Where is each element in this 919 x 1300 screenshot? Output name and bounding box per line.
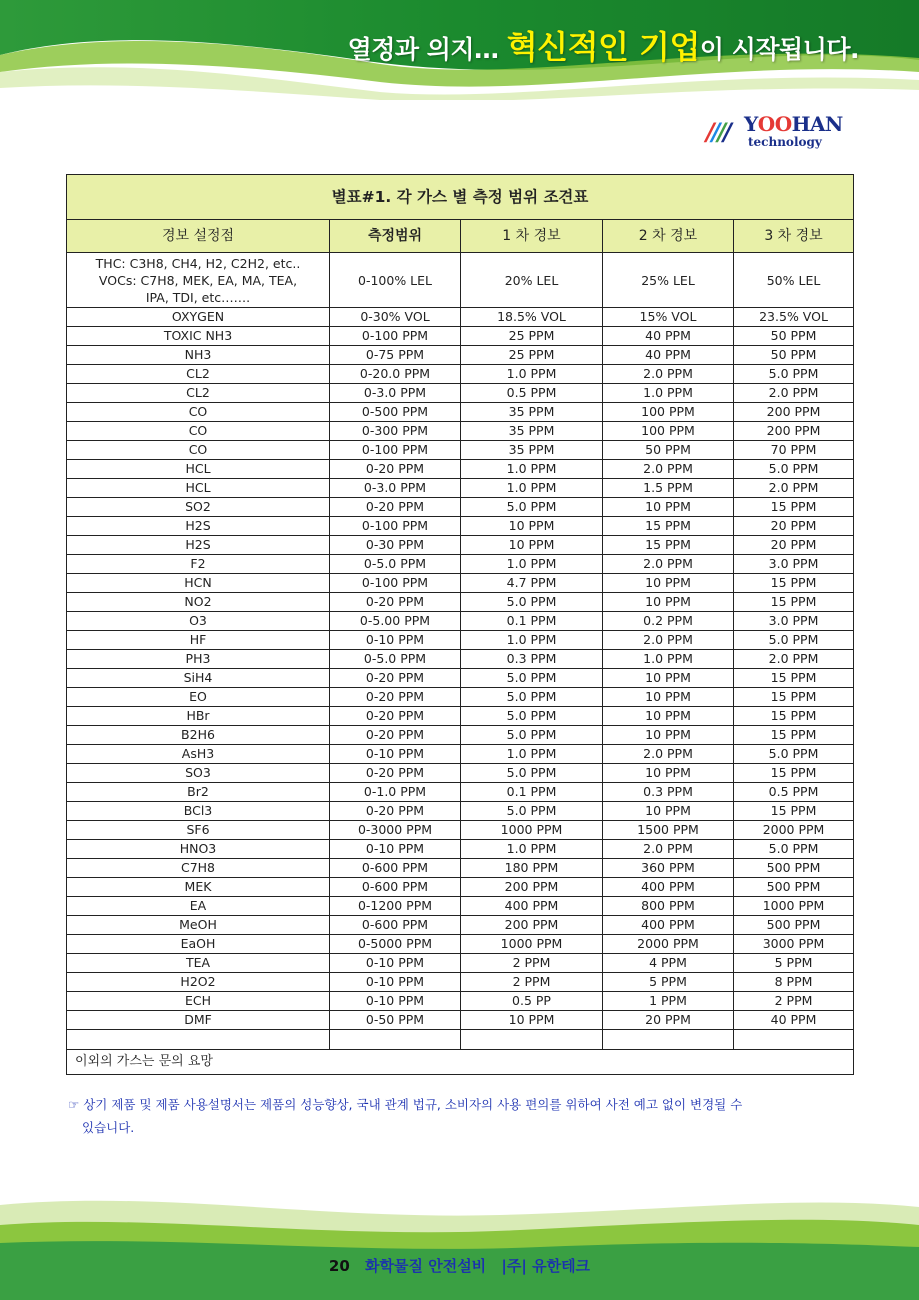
company-logo xyxy=(706,108,856,152)
range-cell: 0-50 PPM xyxy=(330,1011,461,1030)
gas-name-cell: NH3 xyxy=(67,346,330,365)
gas-name-cell: PH3 xyxy=(67,650,330,669)
alarm1-cell: 35 PPM xyxy=(461,422,603,441)
header-alarm-1: 1 차 경보 xyxy=(461,220,603,253)
alarm1-cell: 5.0 PPM xyxy=(461,726,603,745)
range-cell: 0-1200 PPM xyxy=(330,897,461,916)
table-row xyxy=(67,802,854,821)
alarm1-cell: 0.3 PPM xyxy=(461,650,603,669)
range-cell: 0-600 PPM xyxy=(330,916,461,935)
gas-name-cell: MEK xyxy=(67,878,330,897)
alarm2-cell: 10 PPM xyxy=(603,764,734,783)
range-cell: 0-30% VOL xyxy=(330,308,461,327)
alarm2-cell: 360 PPM xyxy=(603,859,734,878)
alarm1-cell: 1000 PPM xyxy=(461,821,603,840)
range-cell: 0-10 PPM xyxy=(330,840,461,859)
header-measure-range: 측정범위 xyxy=(330,220,461,253)
table-row xyxy=(67,650,854,669)
alarm2-cell: 1500 PPM xyxy=(603,821,734,840)
alarm2-cell: 0.2 PPM xyxy=(603,612,734,631)
gas-name-cell: SO3 xyxy=(67,764,330,783)
header-banner xyxy=(0,0,919,100)
alarm1-cell: 2 PPM xyxy=(461,973,603,992)
alarm3-cell: 70 PPM xyxy=(734,441,854,460)
range-cell: 0-300 PPM xyxy=(330,422,461,441)
slogan-prefix: 열정과 의지… xyxy=(347,35,507,64)
table-row xyxy=(67,460,854,479)
alarm2-cell: 2000 PPM xyxy=(603,935,734,954)
logo-brand: YOOHAN xyxy=(744,112,843,136)
alarm1-cell: 5.0 PPM xyxy=(461,802,603,821)
alarm3-cell: 15 PPM xyxy=(734,726,854,745)
alarm3-cell: 50 PPM xyxy=(734,346,854,365)
slogan-highlight: 혁신적인 기업 xyxy=(506,28,700,66)
table-row xyxy=(67,840,854,859)
alarm2-cell: 40 PPM xyxy=(603,327,734,346)
logo-slashes-icon: //// xyxy=(706,118,730,146)
alarm1-cell: 0.5 PP xyxy=(461,992,603,1011)
range-cell: 0-20 PPM xyxy=(330,688,461,707)
range-cell: 0-3000 PPM xyxy=(330,821,461,840)
alarm2-cell: 15% VOL xyxy=(603,308,734,327)
alarm3-cell: 40 PPM xyxy=(734,1011,854,1030)
alarm2-cell: 800 PPM xyxy=(603,897,734,916)
alarm2-cell: 100 PPM xyxy=(603,422,734,441)
gas-name-cell: F2 xyxy=(67,555,330,574)
range-cell: 0-600 PPM xyxy=(330,859,461,878)
range-cell: 0-100 PPM xyxy=(330,574,461,593)
table-row xyxy=(67,897,854,916)
alarm1-cell: 5.0 PPM xyxy=(461,688,603,707)
range-cell: 0-30 PPM xyxy=(330,536,461,555)
range-cell: 0-100 PPM xyxy=(330,441,461,460)
gas-name-cell: CO xyxy=(67,441,330,460)
alarm2-cell: 400 PPM xyxy=(603,916,734,935)
table-row xyxy=(67,859,854,878)
alarm3-cell: 3.0 PPM xyxy=(734,555,854,574)
gas-name-cell: HCL xyxy=(67,460,330,479)
alarm1-cell: 10 PPM xyxy=(461,517,603,536)
alarm3-cell: 5.0 PPM xyxy=(734,365,854,384)
page-number: 20 xyxy=(328,1257,350,1275)
gas-name-cell: OXYGEN xyxy=(67,308,330,327)
alarm2-cell: 10 PPM xyxy=(603,669,734,688)
range-cell: 0-600 PPM xyxy=(330,878,461,897)
range-cell: 0-100 PPM xyxy=(330,517,461,536)
alarm2-cell: 2.0 PPM xyxy=(603,460,734,479)
alarm3-cell: 2.0 PPM xyxy=(734,479,854,498)
alarm3-cell: 1000 PPM xyxy=(734,897,854,916)
gas-name-cell: HNO3 xyxy=(67,840,330,859)
alarm3-cell: 5.0 PPM xyxy=(734,460,854,479)
alarm1-cell: 25 PPM xyxy=(461,346,603,365)
alarm2-cell: 400 PPM xyxy=(603,878,734,897)
gas-name-cell: CO xyxy=(67,403,330,422)
range-cell: 0-10 PPM xyxy=(330,631,461,650)
alarm3-cell xyxy=(734,1030,854,1050)
alarm1-cell: 5.0 PPM xyxy=(461,764,603,783)
gas-name-cell: HCL xyxy=(67,479,330,498)
table-row xyxy=(67,498,854,517)
range-cell xyxy=(330,1030,461,1050)
alarm2-cell: 2.0 PPM xyxy=(603,555,734,574)
gas-name-cell: AsH3 xyxy=(67,745,330,764)
header-alarm-setpoint: 경보 설정점 xyxy=(67,220,330,253)
alarm3-cell: 8 PPM xyxy=(734,973,854,992)
alarm1-cell: 35 PPM xyxy=(461,403,603,422)
gas-name-cell: NO2 xyxy=(67,593,330,612)
alarm1-cell: 5.0 PPM xyxy=(461,498,603,517)
gas-name-cell: EA xyxy=(67,897,330,916)
table-row xyxy=(67,346,854,365)
alarm1-cell: 1.0 PPM xyxy=(461,840,603,859)
gas-name-cell: TOXIC NH3 xyxy=(67,327,330,346)
range-cell: 0-5.0 PPM xyxy=(330,555,461,574)
alarm3-cell: 15 PPM xyxy=(734,707,854,726)
range-cell: 0-10 PPM xyxy=(330,954,461,973)
alarm3-cell: 0.5 PPM xyxy=(734,783,854,802)
range-cell: 0-5.00 PPM xyxy=(330,612,461,631)
gas-name-cell: HBr xyxy=(67,707,330,726)
range-cell: 0-20 PPM xyxy=(330,498,461,517)
alarm2-cell: 10 PPM xyxy=(603,802,734,821)
gas-name-cell: SF6 xyxy=(67,821,330,840)
alarm1-cell: 1.0 PPM xyxy=(461,479,603,498)
alarm3-cell: 500 PPM xyxy=(734,878,854,897)
alarm3-cell: 23.5% VOL xyxy=(734,308,854,327)
gas-range-table xyxy=(66,174,853,1075)
table-row xyxy=(67,726,854,745)
table-row xyxy=(67,1030,854,1050)
table-row xyxy=(67,669,854,688)
footer-company: |주| 유한테크 xyxy=(501,1257,591,1275)
range-cell: 0-5.0 PPM xyxy=(330,650,461,669)
alarm3-cell: 50 PPM xyxy=(734,327,854,346)
pointing-hand-icon: ☞ xyxy=(68,1097,80,1112)
alarm1-cell: 18.5% VOL xyxy=(461,308,603,327)
table-row xyxy=(67,403,854,422)
alarm2-cell: 5 PPM xyxy=(603,973,734,992)
alarm2-cell: 10 PPM xyxy=(603,593,734,612)
footnote-line1: 상기 제품 및 제품 사용설명서는 제품의 성능향상, 국내 관계 법규, 소비자의 사용 편의를 위하여 사전 예고 없이 변경될 수 xyxy=(83,1097,743,1112)
table-row xyxy=(67,631,854,650)
alarm3-cell: 5.0 PPM xyxy=(734,745,854,764)
alarm2-cell: 15 PPM xyxy=(603,517,734,536)
table-row xyxy=(67,916,854,935)
alarm1-cell: 35 PPM xyxy=(461,441,603,460)
alarm3-cell: 5.0 PPM xyxy=(734,631,854,650)
alarm1-cell: 20% LEL xyxy=(461,253,603,308)
table-row xyxy=(67,821,854,840)
alarm2-cell: 40 PPM xyxy=(603,346,734,365)
table-row xyxy=(67,1011,854,1030)
alarm3-cell: 200 PPM xyxy=(734,403,854,422)
table-row xyxy=(67,536,854,555)
range-cell: 0-20 PPM xyxy=(330,764,461,783)
table-row xyxy=(67,574,854,593)
alarm1-cell: 1.0 PPM xyxy=(461,460,603,479)
range-cell: 0-500 PPM xyxy=(330,403,461,422)
alarm1-cell: 1.0 PPM xyxy=(461,631,603,650)
table-row xyxy=(67,764,854,783)
range-cell: 0-10 PPM xyxy=(330,745,461,764)
range-cell: 0-20 PPM xyxy=(330,669,461,688)
alarm3-cell: 15 PPM xyxy=(734,764,854,783)
alarm1-cell: 1000 PPM xyxy=(461,935,603,954)
gas-name-cell: CO xyxy=(67,422,330,441)
table-note: 이외의 가스는 문의 요망 xyxy=(67,1050,854,1075)
alarm1-cell: 1.0 PPM xyxy=(461,745,603,764)
alarm2-cell: 10 PPM xyxy=(603,574,734,593)
logo-subtitle: technology xyxy=(748,135,822,149)
range-cell: 0-20 PPM xyxy=(330,802,461,821)
alarm3-cell: 3.0 PPM xyxy=(734,612,854,631)
table-row xyxy=(67,593,854,612)
range-cell: 0-20 PPM xyxy=(330,593,461,612)
gas-name-cell: ECH xyxy=(67,992,330,1011)
disclaimer-footnote xyxy=(68,1093,858,1139)
alarm1-cell: 4.7 PPM xyxy=(461,574,603,593)
alarm2-cell: 50 PPM xyxy=(603,441,734,460)
table-row xyxy=(67,253,854,308)
alarm1-cell: 1.0 PPM xyxy=(461,365,603,384)
alarm2-cell: 2.0 PPM xyxy=(603,631,734,650)
alarm2-cell: 2.0 PPM xyxy=(603,840,734,859)
alarm3-cell: 20 PPM xyxy=(734,536,854,555)
range-cell: 0-100 PPM xyxy=(330,327,461,346)
alarm3-cell: 15 PPM xyxy=(734,574,854,593)
table-row xyxy=(67,384,854,403)
alarm2-cell: 10 PPM xyxy=(603,688,734,707)
header-alarm-2: 2 차 경보 xyxy=(603,220,734,253)
alarm2-cell: 1 PPM xyxy=(603,992,734,1011)
alarm1-cell: 5.0 PPM xyxy=(461,669,603,688)
table-row xyxy=(67,783,854,802)
gas-name-cell: Br2 xyxy=(67,783,330,802)
alarm2-cell: 25% LEL xyxy=(603,253,734,308)
alarm2-cell: 4 PPM xyxy=(603,954,734,973)
alarm3-cell: 2 PPM xyxy=(734,992,854,1011)
alarm1-cell: 0.5 PPM xyxy=(461,384,603,403)
table-row xyxy=(67,954,854,973)
table-row xyxy=(67,441,854,460)
table-title: 별표#1. 각 가스 별 측정 범위 조견표 xyxy=(67,175,854,220)
alarm2-cell: 2.0 PPM xyxy=(603,365,734,384)
footer-banner xyxy=(0,1185,919,1300)
alarm2-cell: 1.5 PPM xyxy=(603,479,734,498)
table-row xyxy=(67,555,854,574)
gas-name-cell: H2S xyxy=(67,536,330,555)
gas-name-cell: CL2 xyxy=(67,365,330,384)
footnote-line2: 있습니다. xyxy=(82,1120,135,1135)
alarm1-cell: 180 PPM xyxy=(461,859,603,878)
alarm1-cell: 200 PPM xyxy=(461,916,603,935)
alarm1-cell: 1.0 PPM xyxy=(461,555,603,574)
alarm1-cell: 5.0 PPM xyxy=(461,593,603,612)
slogan-suffix: 이 시작됩니다. xyxy=(699,35,859,64)
alarm2-cell: 15 PPM xyxy=(603,536,734,555)
gas-name-cell: MeOH xyxy=(67,916,330,935)
table-row xyxy=(67,973,854,992)
gas-name-cell: EO xyxy=(67,688,330,707)
table-row xyxy=(67,935,854,954)
range-cell: 0-3.0 PPM xyxy=(330,384,461,403)
gas-name-cell: SO2 xyxy=(67,498,330,517)
gas-name-cell: CL2 xyxy=(67,384,330,403)
gas-name-cell: C7H8 xyxy=(67,859,330,878)
alarm3-cell: 2000 PPM xyxy=(734,821,854,840)
alarm1-cell: 400 PPM xyxy=(461,897,603,916)
alarm3-cell: 20 PPM xyxy=(734,517,854,536)
gas-name-cell: HF xyxy=(67,631,330,650)
range-cell: 0-10 PPM xyxy=(330,992,461,1011)
alarm2-cell: 10 PPM xyxy=(603,498,734,517)
alarm3-cell: 15 PPM xyxy=(734,593,854,612)
alarm2-cell xyxy=(603,1030,734,1050)
alarm2-cell: 1.0 PPM xyxy=(603,650,734,669)
alarm3-cell: 15 PPM xyxy=(734,498,854,517)
range-cell: 0-1.0 PPM xyxy=(330,783,461,802)
range-cell: 0-20 PPM xyxy=(330,460,461,479)
alarm3-cell: 500 PPM xyxy=(734,916,854,935)
alarm1-cell: 200 PPM xyxy=(461,878,603,897)
alarm3-cell: 5 PPM xyxy=(734,954,854,973)
table-row xyxy=(67,612,854,631)
alarm2-cell: 2.0 PPM xyxy=(603,745,734,764)
alarm2-cell: 100 PPM xyxy=(603,403,734,422)
table-row xyxy=(67,707,854,726)
range-cell: 0-10 PPM xyxy=(330,973,461,992)
alarm3-cell: 50% LEL xyxy=(734,253,854,308)
alarm1-cell: 25 PPM xyxy=(461,327,603,346)
range-cell: 0-20 PPM xyxy=(330,726,461,745)
alarm3-cell: 2.0 PPM xyxy=(734,650,854,669)
range-cell: 0-20 PPM xyxy=(330,707,461,726)
alarm3-cell: 200 PPM xyxy=(734,422,854,441)
alarm3-cell: 2.0 PPM xyxy=(734,384,854,403)
table-row xyxy=(67,745,854,764)
gas-name-cell: DMF xyxy=(67,1011,330,1030)
table-row xyxy=(67,308,854,327)
table-row xyxy=(67,422,854,441)
alarm3-cell: 15 PPM xyxy=(734,802,854,821)
alarm3-cell: 15 PPM xyxy=(734,688,854,707)
range-cell: 0-20.0 PPM xyxy=(330,365,461,384)
footer-title: 화학물질 안전설비 xyxy=(365,1257,487,1275)
gas-name-cell: SiH4 xyxy=(67,669,330,688)
table-row xyxy=(67,327,854,346)
alarm1-cell: 2 PPM xyxy=(461,954,603,973)
range-cell: 0-3.0 PPM xyxy=(330,479,461,498)
table-row xyxy=(67,688,854,707)
alarm3-cell: 500 PPM xyxy=(734,859,854,878)
alarm2-cell: 10 PPM xyxy=(603,707,734,726)
range-cell: 0-100% LEL xyxy=(330,253,461,308)
alarm3-cell: 5.0 PPM xyxy=(734,840,854,859)
table-row xyxy=(67,365,854,384)
alarm1-cell: 10 PPM xyxy=(461,1011,603,1030)
gas-name-cell xyxy=(67,1030,330,1050)
alarm1-cell: 0.1 PPM xyxy=(461,783,603,802)
footer-text xyxy=(0,1255,919,1276)
gas-name-cell: THC: C3H8, CH4, H2, C2H2, etc.. VOCs: C7H8, MEK, EA, MA, TEA, IPA, TDI, etc……. xyxy=(67,253,330,308)
gas-name-cell: H2S xyxy=(67,517,330,536)
range-cell: 0-5000 PPM xyxy=(330,935,461,954)
alarm2-cell: 1.0 PPM xyxy=(603,384,734,403)
gas-name-cell: O3 xyxy=(67,612,330,631)
alarm3-cell: 15 PPM xyxy=(734,669,854,688)
alarm1-cell: 10 PPM xyxy=(461,536,603,555)
alarm2-cell: 20 PPM xyxy=(603,1011,734,1030)
alarm2-cell: 10 PPM xyxy=(603,726,734,745)
header-alarm-3: 3 차 경보 xyxy=(734,220,854,253)
table-row xyxy=(67,992,854,1011)
table-row xyxy=(67,479,854,498)
gas-name-cell: HCN xyxy=(67,574,330,593)
header-slogan xyxy=(348,22,859,68)
alarm2-cell: 0.3 PPM xyxy=(603,783,734,802)
range-cell: 0-75 PPM xyxy=(330,346,461,365)
gas-name-cell: H2O2 xyxy=(67,973,330,992)
alarm1-cell xyxy=(461,1030,603,1050)
alarm1-cell: 0.1 PPM xyxy=(461,612,603,631)
footer-wave-graphic xyxy=(0,1185,919,1300)
gas-name-cell: EaOH xyxy=(67,935,330,954)
alarm3-cell: 3000 PPM xyxy=(734,935,854,954)
table-row xyxy=(67,878,854,897)
gas-name-cell: BCl3 xyxy=(67,802,330,821)
gas-name-cell: B2H6 xyxy=(67,726,330,745)
alarm1-cell: 5.0 PPM xyxy=(461,707,603,726)
table-row xyxy=(67,517,854,536)
gas-name-cell: TEA xyxy=(67,954,330,973)
